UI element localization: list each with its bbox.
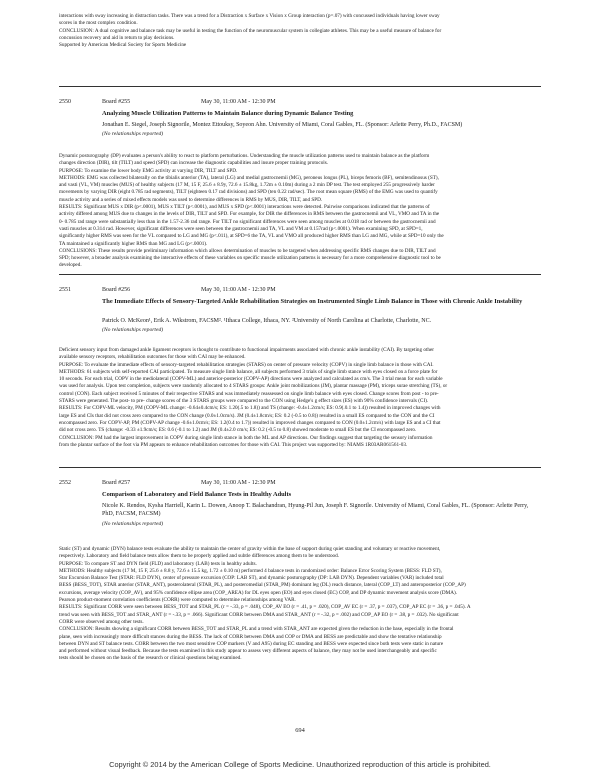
- text-line: scores in the most complex condition.: [59, 20, 138, 27]
- text-line: plane, seen with increasingly more difficult stances during the BESS. The lack of CORR between DMA and COP or DMA and BESS are predictable and show the tentative relationship: [59, 633, 442, 640]
- session-time: May 30, 11:00 AM - 12:30 PM: [201, 480, 276, 486]
- section-divider: [59, 274, 541, 275]
- text-line: tests should be chosen on the basis of the research or clinical questions being examined.: [59, 655, 242, 662]
- text-line: Supported by American Medical Society for Sports Medicine: [59, 42, 187, 49]
- copyright-footer: Copyright © 2014 by the American College of Sports Medicine. Unauthorized reproduction of this article is prohibited.: [109, 760, 491, 769]
- abstract-number: 2550: [59, 99, 71, 105]
- text-line: activity differed among MUS due to changes in the levels of DIR, TILT and SPD. For example, for DIR the differences in RMS between the gastrocnemii and VL, VMO and TA in the: [59, 211, 440, 218]
- text-line: movements by varying DIR (eight 0.785 rad segments), TILT (eighteen 0.17 rad divisions) and SPD (ten 0.22 rad/sec). The root mean square (RMS) of the EMG was used to quantify: [59, 189, 438, 196]
- text-line: METHODS: Healthy subjects (17 M, 15 F, 25.6 ± 8.8 y, 72.6 ± 15.5 kg, 1.72 ± 0.10 m) performed 4 balance tests in randomized order: Balance Error Scoring System (BESS: FLD ST),: [59, 567, 442, 574]
- text-line: respectively. Laboratory and field balance tests allow them to be properly applied and subtle differences among them to be understood.: [59, 553, 340, 560]
- text-line: CONCLUSION: PM had the largest improvement in COPV during single limb stance in both the ML and AP directions. Our findings suggest that targeting the sensory information: [59, 434, 433, 441]
- text-line: BESS (BESS_TOT), STAR anterior (STAR_ANT), posterolateral (STAR_PL), and posteromedial (STAR_PM) dominant leg (DL) reach distance, lateral (COP_LT) and anteroposterior (COP_AP): [59, 582, 466, 589]
- text-line: 0- 0.785 rad range were substantially less than in the 1.57-2.36 rad range. For TILT no significant differences were seen among muscles at 0.018 rad or between the gastrocnemii and: [59, 218, 436, 225]
- text-line: Pearson product-moment correlation coefficients (CORR) were computed to determine relationships among VAR.: [59, 597, 296, 604]
- text-line: large ES and CIs that did not cross zero compared to the CON change (0.0±1.0cm/s). JM (0.4±1.8cm/s; ES: 0.2 (-0.5 to 0.8)) resulted in a small ES compared to the CON and the CI: [59, 412, 435, 419]
- text-line: Deficient sensory input from damaged ankle ligament receptors is thought to contribute to functional impairments associated with chronic ankle instability (CAI). By targeting other: [59, 347, 435, 353]
- page-number: 694: [295, 727, 305, 734]
- text-line: excursions, average velocity (COP_AV), and 95% confidence ellipse area (COP_AREA) for DL eyes open (EO) and eyes closed (EC) COP, and DP dynamic movement analysis score (DMA).: [59, 589, 457, 596]
- board-number: Board #256: [102, 287, 131, 293]
- text-line: METHODS: EMG was collected bilaterally on the tibialis anterior (TA), lateral (LG) and medial gastrocnemii (MG), peroneus longus (PL), biceps femoris (BF), semitendinosus (ST),: [59, 174, 439, 181]
- text-line: RESULTS: For COPV-ML velocity, PM (COPV-ML change: -0.64±0.4cm/s; ES: 1.20(.5 to 1.8)) and TS (change: -0.4±1.2cm/s; ES: 0.9(.0.1 to 1.4)) resulted in improved changes with: [59, 405, 441, 412]
- text-line: interactions with sway increasing in distraction tasks. There was a trend for a Distraction x Surface x Vision x Group interaction (p=.07) with concussed individuals having lower sway: [59, 13, 440, 19]
- abstract-authors: Nicole K. Rendos, Kysha Harriell, Karin L. Dowen, Anoop T. Balachandran, Hyung-Pil Jun, Joseph F. Signorile. University of Miami, Coral Gables, FL. (Sponsor: Arlette Perry, PhD, FACSM, FACSM): [102, 503, 529, 517]
- text-line: concussion recovery and aid in return to play decisions.: [59, 34, 175, 41]
- text-line: CORR were observed among other tests.: [59, 618, 144, 625]
- text-line: STARS were generated. The post- to pre- change scores of the 3 STARS groups were compared to the CON using Hedge's g effect sizes (ES) with 90% confidence intervals (CI).: [59, 398, 429, 405]
- session-time: May 30, 11:00 AM - 12:30 PM: [201, 287, 276, 293]
- text-line: 10 seconds. For each trial, COPV in the mediolateral (COPV-ML) and anterior-posterior (COPV-AP) directions were analyzed and calculated as cm/s. The 3 trial mean for each variable: [59, 376, 443, 383]
- abstract-title: The Immediate Effects of Sensory-Targeted Ankle Rehabilitation Strategies on Instrumented Single Limb Balance in Those with Chronic Ankle Instability: [102, 298, 523, 305]
- text-line: RESULTS: Significant MUS x DIR (p<.0001), MUS x TILT (p<.0001), and MUS x SPD (p<.0001) interactions were detected. Pairwise comparisons indicated that the patterns of: [59, 204, 430, 211]
- text-line: CONCLUSIONS: These results provide preliminary information which allows determination of muscles to be targeted when addressing specific RMS changes due to DIR, TILT and: [59, 247, 436, 254]
- board-number: Board #257: [102, 480, 131, 486]
- text-line: TA maintained a significantly higher RMS than MG and LG (p<.0001).: [59, 240, 208, 247]
- text-line: muscle activity and a series of mixed effects models was used to determine differences in RMS by MUS, DIR, TILT, and SPD.: [59, 196, 323, 203]
- disclosure-note: (No relationships reported): [102, 131, 164, 137]
- abstract-authors: Jonathan E. Siegel, Joseph Signorile, Montez Ettouksy, Soyeon Ahn. University of Miami, Coral Gables, FL. (Sponsor: Arlette Perry, Ph.D., FACSM): [102, 122, 463, 128]
- text-line: PURPOSE: To compare ST and DYN field (FLD) and laboratory (LAB) tests in healthy adults.: [59, 560, 257, 567]
- text-line: CONCLUSION: A dual cognitive and balance task may be useful in testing the function of the neuromuscular system in collegiate athletes. This may be a useful measure of balance for: [59, 27, 442, 34]
- abstract-authors: Patrick O. McKeon¹, Erik A. Wikstrom, FACSM². ¹Ithaca College, Ithaca, NY. ²University of North Carolina at Charlotte, Charlotte, NC.: [102, 318, 432, 324]
- abstract-number: 2552: [59, 480, 71, 486]
- text-line: trend was seen with BESS_TOT and STAR_ANT (r = -.33, p = .066). Significant CORR between DMA and STAR_ANT (r = -.32, p = .002) and COP_AP EO (r = .38, p = .032). No significant: [59, 611, 459, 618]
- text-line: and performed without visual feedback. Because the tests examined in this study appear to assess very different aspects of balance, they may not be used interchangeably and specific: [59, 648, 437, 655]
- text-line: PURPOSE: To examine the lower body EMG activity at varying DIR, TILT and SPD.: [59, 167, 238, 174]
- text-line: between DYN and ST balance tests. CORR between the two most sensitive COP markers (V and A95) during EC standing and BESS were expected since both tests were static in nature: [59, 640, 444, 647]
- text-line: developed.: [59, 262, 82, 269]
- abstract-number: 2551: [59, 287, 71, 293]
- text-line: vasti muscles at 0.314 rad. However, significant differences were seen between the gastrocnemii and TA, VL and VM at 0.157rad (p<.0001). When examining SPD, at SPD=1,: [59, 225, 423, 232]
- text-line: METHODS: 61 subjects with self-reported CAI participated. To measure single limb balance, all subjects performed 3 trials of single limb stance with eyes closed on a force plate for: [59, 368, 438, 375]
- text-line: was used for analysis. Upon test completion, subjects were randomly allocated to 4 STARS groups: Ankle joint mobilizations (JM), plantar massage (PM), triceps surae stretching (TS), or: [59, 383, 448, 390]
- text-line: SPD; however, a broader analysis examining the interactive effects of these variables on specific muscle utilization patterns is necessary for a more comprehensive diagnostic tool to be: [59, 255, 441, 262]
- text-line: and vasti (VL, VM) muscles (MUS) of healthy subjects (17 M, 15 F, 25.6 ± 8.9y, 72.6 ± 15.8kg, 1.72m ± 0.10m) during a 2 min DP test. The test employed 255 progressively harder: [59, 182, 435, 189]
- text-line: significantly higher RMS was seen for the VL compared to LG and MG (p<.011), at SPD=6 the TA, VL and VMO all produced higher RMS than LG and MG, while at SPD=10 only the: [59, 233, 444, 240]
- text-line: changes direction (DIR), tilt (TILT) and speed (SPD) can increase the diagnostic capabilities and insure proper training protocols.: [59, 160, 329, 167]
- session-time: May 30, 11:00 AM - 12:30 PM: [201, 99, 276, 105]
- abstract-body: [59, 153, 541, 270]
- text-line: Static (ST) and dynamic (DYN) balance tests evaluate the ability to maintain the center of gravity within the base of support during quiet standing and voluntary or reactive movement,: [59, 546, 441, 552]
- abstract-body: [59, 347, 541, 449]
- abstract-body: [59, 546, 541, 663]
- section-divider: [59, 467, 541, 468]
- disclosure-note: (No relationships reported): [102, 327, 164, 333]
- text-line: PURPOSE: To evaluate the immediate effects of sensory-targeted rehabilitation strategies (STARS) on center of pressure velocity (COPV) in single limb balance in those with CAI.: [59, 361, 434, 368]
- board-number: Board #255: [102, 99, 131, 105]
- text-line: control (CON). Each subject received 5 minutes of their respective STARS and was immediately reassessed on single limb balance with eyes closed. Change scores from post - to pre-: [59, 390, 439, 397]
- text-line: available sensory receptors, rehabilitation outcomes for those with CAI may be enhanced.: [59, 354, 246, 361]
- text-line: did not cross zero. TS (change: -0.33 ±1.9cm/s; ES: 0.6 (-0.1 to 1.2) and JM (0.4±2.0 cm/s; ES: 0.2 (-0.5 to 0.8) showed moderate to small ES but the CI encompassed zero.: [59, 427, 417, 434]
- text-line: Dynamic posturography (DP) evaluates a person's ability to react to platform perturbations. Understanding the muscle utilization patterns used to maintain balance as the platform: [59, 153, 430, 159]
- disclosure-note: (No relationships reported): [102, 521, 164, 527]
- text-line: encompassed zero. For COPV-AP, PM (COPV-AP change -0.6±1.0cm/s; ES: 1.2(0.4 to 1.7)) resulted in improved changes compared to CON (0.0±1.2cm/s) with large ES and a CI that: [59, 419, 441, 426]
- abstract-title: Comparison of Laboratory and Field Balance Tests in Healthy Adults: [102, 491, 292, 498]
- continued-abstract: [59, 13, 541, 49]
- text-line: Star Excursion Balance Test (STAR: FLD DYN), center of pressure excursion (COP: LAB ST), and dynamic posturography (DP: LAB DYN). Dependent variables (VAR) included total: [59, 575, 444, 582]
- section-divider: [59, 86, 541, 87]
- text-line: RESULTS: Significant CORR were seen between BESS_TOT and STAR_PL (r = -.33, p = .048), COP_AV EO (r = .41, p = .020), COP_AV EC (r = .37, p = .037), COP_AP EC (r = .36, p = .045). A: [59, 604, 471, 611]
- abstract-title: Analyzing Muscle Utilization Patterns to Maintain Balance during Dynamic Balance Testing: [102, 110, 354, 117]
- text-line: CONCLUSION: Results showing a significant CORR between BESS_TOT and STAR_PL and a trend with STAR_ANT are expected given the reduction in the base, especially in the frontal: [59, 626, 454, 633]
- text-line: from the plantar surface of the foot via PM appears to enhance rehabilitation outcomes for those with CAI. This project was supported by: NIAMS 1R03AR061561-03.: [59, 441, 408, 448]
